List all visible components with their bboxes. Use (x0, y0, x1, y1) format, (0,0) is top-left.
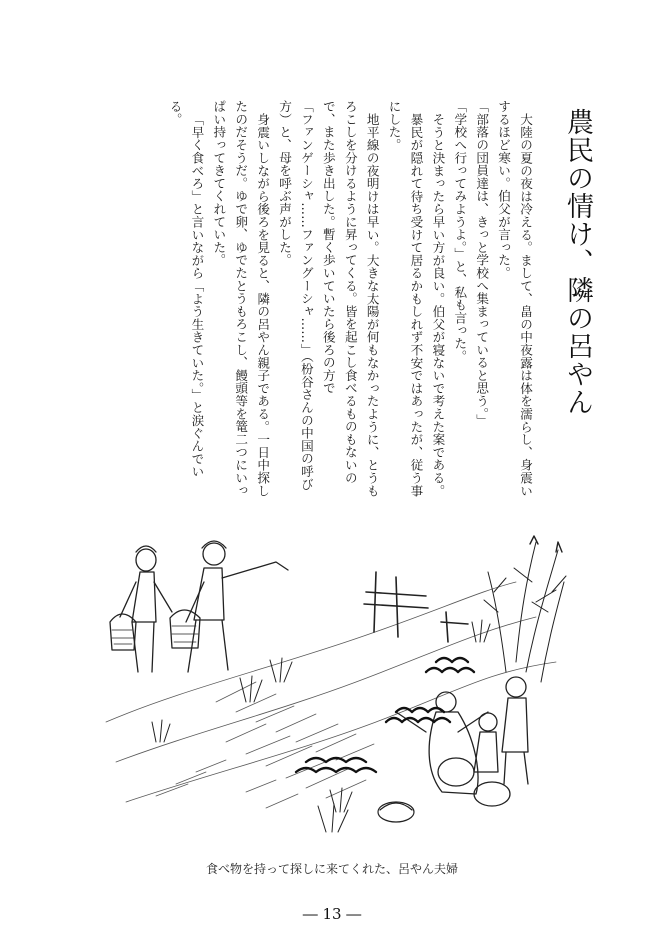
cornstalks (484, 536, 566, 682)
paragraph: 大陸の夏の夜は冷える。まして、畠の中夜露は体を濡らし、身震いするほど寒い。伯父が言った。 (496, 100, 533, 497)
walking-couple (110, 541, 288, 672)
fence-post (364, 572, 468, 642)
paragraph: そうと決まったら早い方が良い。伯父が寝ないで考えた案である。 (430, 112, 446, 497)
page-title: 農民の情け、隣の呂やん (562, 108, 593, 416)
basket (378, 802, 414, 822)
body-text (96, 100, 536, 500)
page-number: ― 13 ― (302, 905, 362, 923)
paragraph: 「ファンゲーシャ……ファングーシャ……」（枌谷さんの中国の呼び方）と、母を呼ぶ声がした。 (277, 100, 314, 491)
paragraph: 「早く食べろ」と言いながら「よう生きていた。」と涙ぐんでいる。 (167, 100, 205, 478)
ground-hatching (106, 582, 556, 808)
paragraph: 地平線の夜明けは早い。大きな太陽が何もなかったように、とうもろこしを分けるように昇ってくる。皆を起こし食べるものもないので、また歩き出した。暫く歩いていたら後ろの方で (320, 100, 380, 497)
paragraph: 「部落の団員達は、きっと学校へ集まっていると思う。」 (474, 100, 490, 427)
paragraph: 暴民が隠れて待ち受けて居るかもしれず不安ではあったが、従う事にした。 (386, 100, 424, 497)
sketch-illustration (96, 522, 572, 850)
illustration-caption: 食べ物を持って探しに来てくれた、呂やん夫婦 (205, 862, 458, 876)
sitting-family (396, 677, 528, 806)
paragraph: 「学校へ行ってみようよ。」と、私も言った。 (452, 100, 468, 363)
paragraph: 身震いしながら後ろを見ると、隣の呂やん親子である。一日中探したのだそうだ。ゆで卵、ゆでたとうもろこし、饅頭等を篭二つにいっぱい持ってきてくれていた。 (211, 100, 271, 497)
dark-foliage (296, 658, 474, 772)
grass-tufts (152, 620, 490, 832)
